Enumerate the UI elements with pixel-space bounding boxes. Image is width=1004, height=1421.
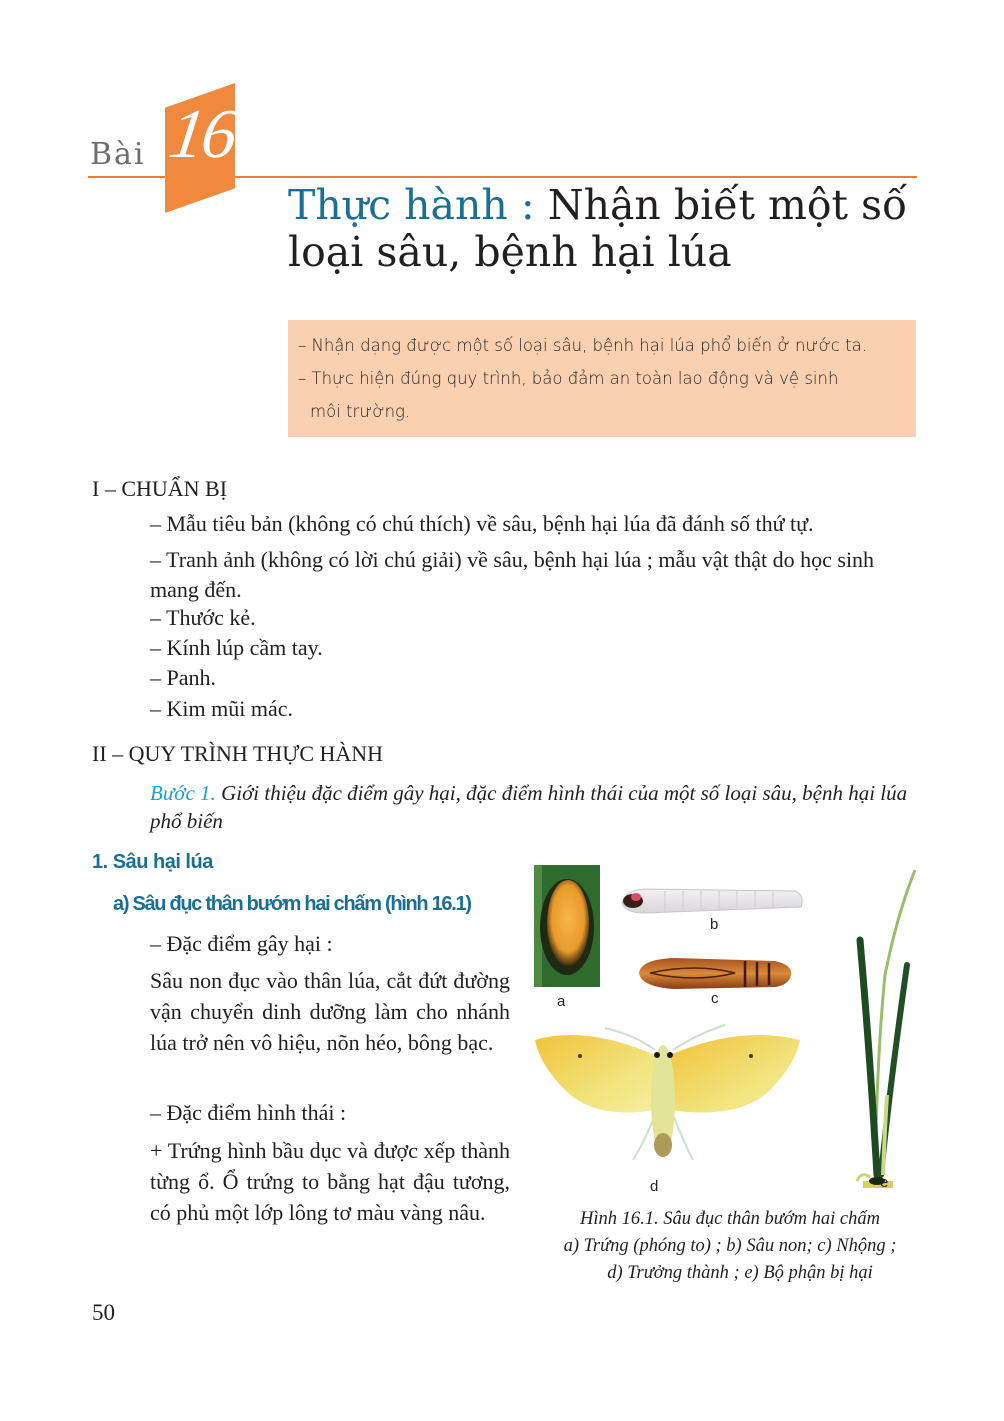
larva-image <box>622 889 802 913</box>
section-heading-preparation: I – CHUẨN BỊ <box>92 476 228 501</box>
objective-item: – Thực hiện đúng quy trình, bảo đảm an toàn lao động và vệ sinh <box>298 369 839 388</box>
morphology-text: + Trứng hình bầu dục và được xếp thành từng ổ. Ổ trứng to bằng hạt đậu tương, có phủ một lớp lông tơ màu vàng nâu. <box>150 1138 510 1225</box>
subheading-stem-borer: a) Sâu đục thân bướm hai chấm (hình 16.1) <box>113 893 471 915</box>
step-1 <box>150 779 920 835</box>
figure-caption <box>535 1206 925 1287</box>
section-heading-procedure: II – QUY TRÌNH THỰC HÀNH <box>92 741 384 766</box>
egg-mass-image <box>534 865 600 987</box>
lesson-word: Bài <box>90 137 146 172</box>
figure-label-c: c <box>711 990 719 1007</box>
objectives-box <box>288 320 916 437</box>
list-item: – Kính lúp cầm tay. <box>150 635 323 660</box>
damage-label: – Đặc điểm gây hại : <box>150 931 333 956</box>
list-item: – Kim mũi mác. <box>150 696 293 721</box>
list-item-text: – Tranh ảnh (không có lời chú giải) về sâu, bệnh hại lúa ; mẫu vật thật do học sinh mang đến. <box>150 547 875 602</box>
list-item: – Panh. <box>150 665 216 690</box>
pupa-image <box>639 958 791 989</box>
lesson-number: 16 <box>164 96 240 173</box>
adult-moth-image <box>535 1025 800 1160</box>
subheading-rice-pests: 1. Sâu hại lúa <box>92 851 213 873</box>
title-accent: Thực hành : <box>288 181 535 229</box>
objective-item: – Nhận dạng được một số loại sâu, bệnh hại lúa phổ biến ở nước ta. <box>298 336 867 355</box>
caption-legend-1: a) Trứng (phóng to) ; b) Sâu non; c) Nhộng ; <box>563 1236 897 1256</box>
page-title <box>288 182 928 276</box>
morphology-label: – Đặc điểm hình thái : <box>150 1100 347 1125</box>
step-label: Bước 1. <box>150 781 216 805</box>
step-text: Giới thiệu đặc điểm gây hại, đặc điểm hình thái của một số loại sâu, bệnh hại lúa phổ biến <box>150 781 908 833</box>
list-item: – Mẫu tiêu bản (không có chú thích) về sâu, bệnh hại lúa đã đánh số thứ tự. <box>150 511 814 536</box>
figure-label-e: e <box>880 1174 889 1191</box>
figure-16-1 <box>525 855 925 1205</box>
damaged-rice-plant-image <box>857 870 915 1188</box>
list-item <box>150 545 915 605</box>
caption-legend-2: d) Trưởng thành ; e) Bộ phận bị hại <box>607 1263 873 1283</box>
title-rest: Nhận biết một số loại sâu, bệnh hại lúa <box>288 181 908 276</box>
caption-title: Hình 16.1. Sâu đục thân bướm hai chấm <box>579 1209 880 1229</box>
objective-item-continuation: môi trường. <box>310 402 411 421</box>
damage-text: Sâu non đục vào thân lúa, cắt đứt đường vận chuyển dinh dưỡng làm cho nhánh lúa trở nên vô hiệu, nõn héo, bông bạc. <box>150 968 510 1055</box>
page-number: 50 <box>92 1300 115 1325</box>
figure-label-a: a <box>557 993 566 1010</box>
figure-label-d: d <box>650 1178 659 1195</box>
figure-label-b: b <box>710 916 719 933</box>
list-item: – Thước kẻ. <box>150 605 256 630</box>
